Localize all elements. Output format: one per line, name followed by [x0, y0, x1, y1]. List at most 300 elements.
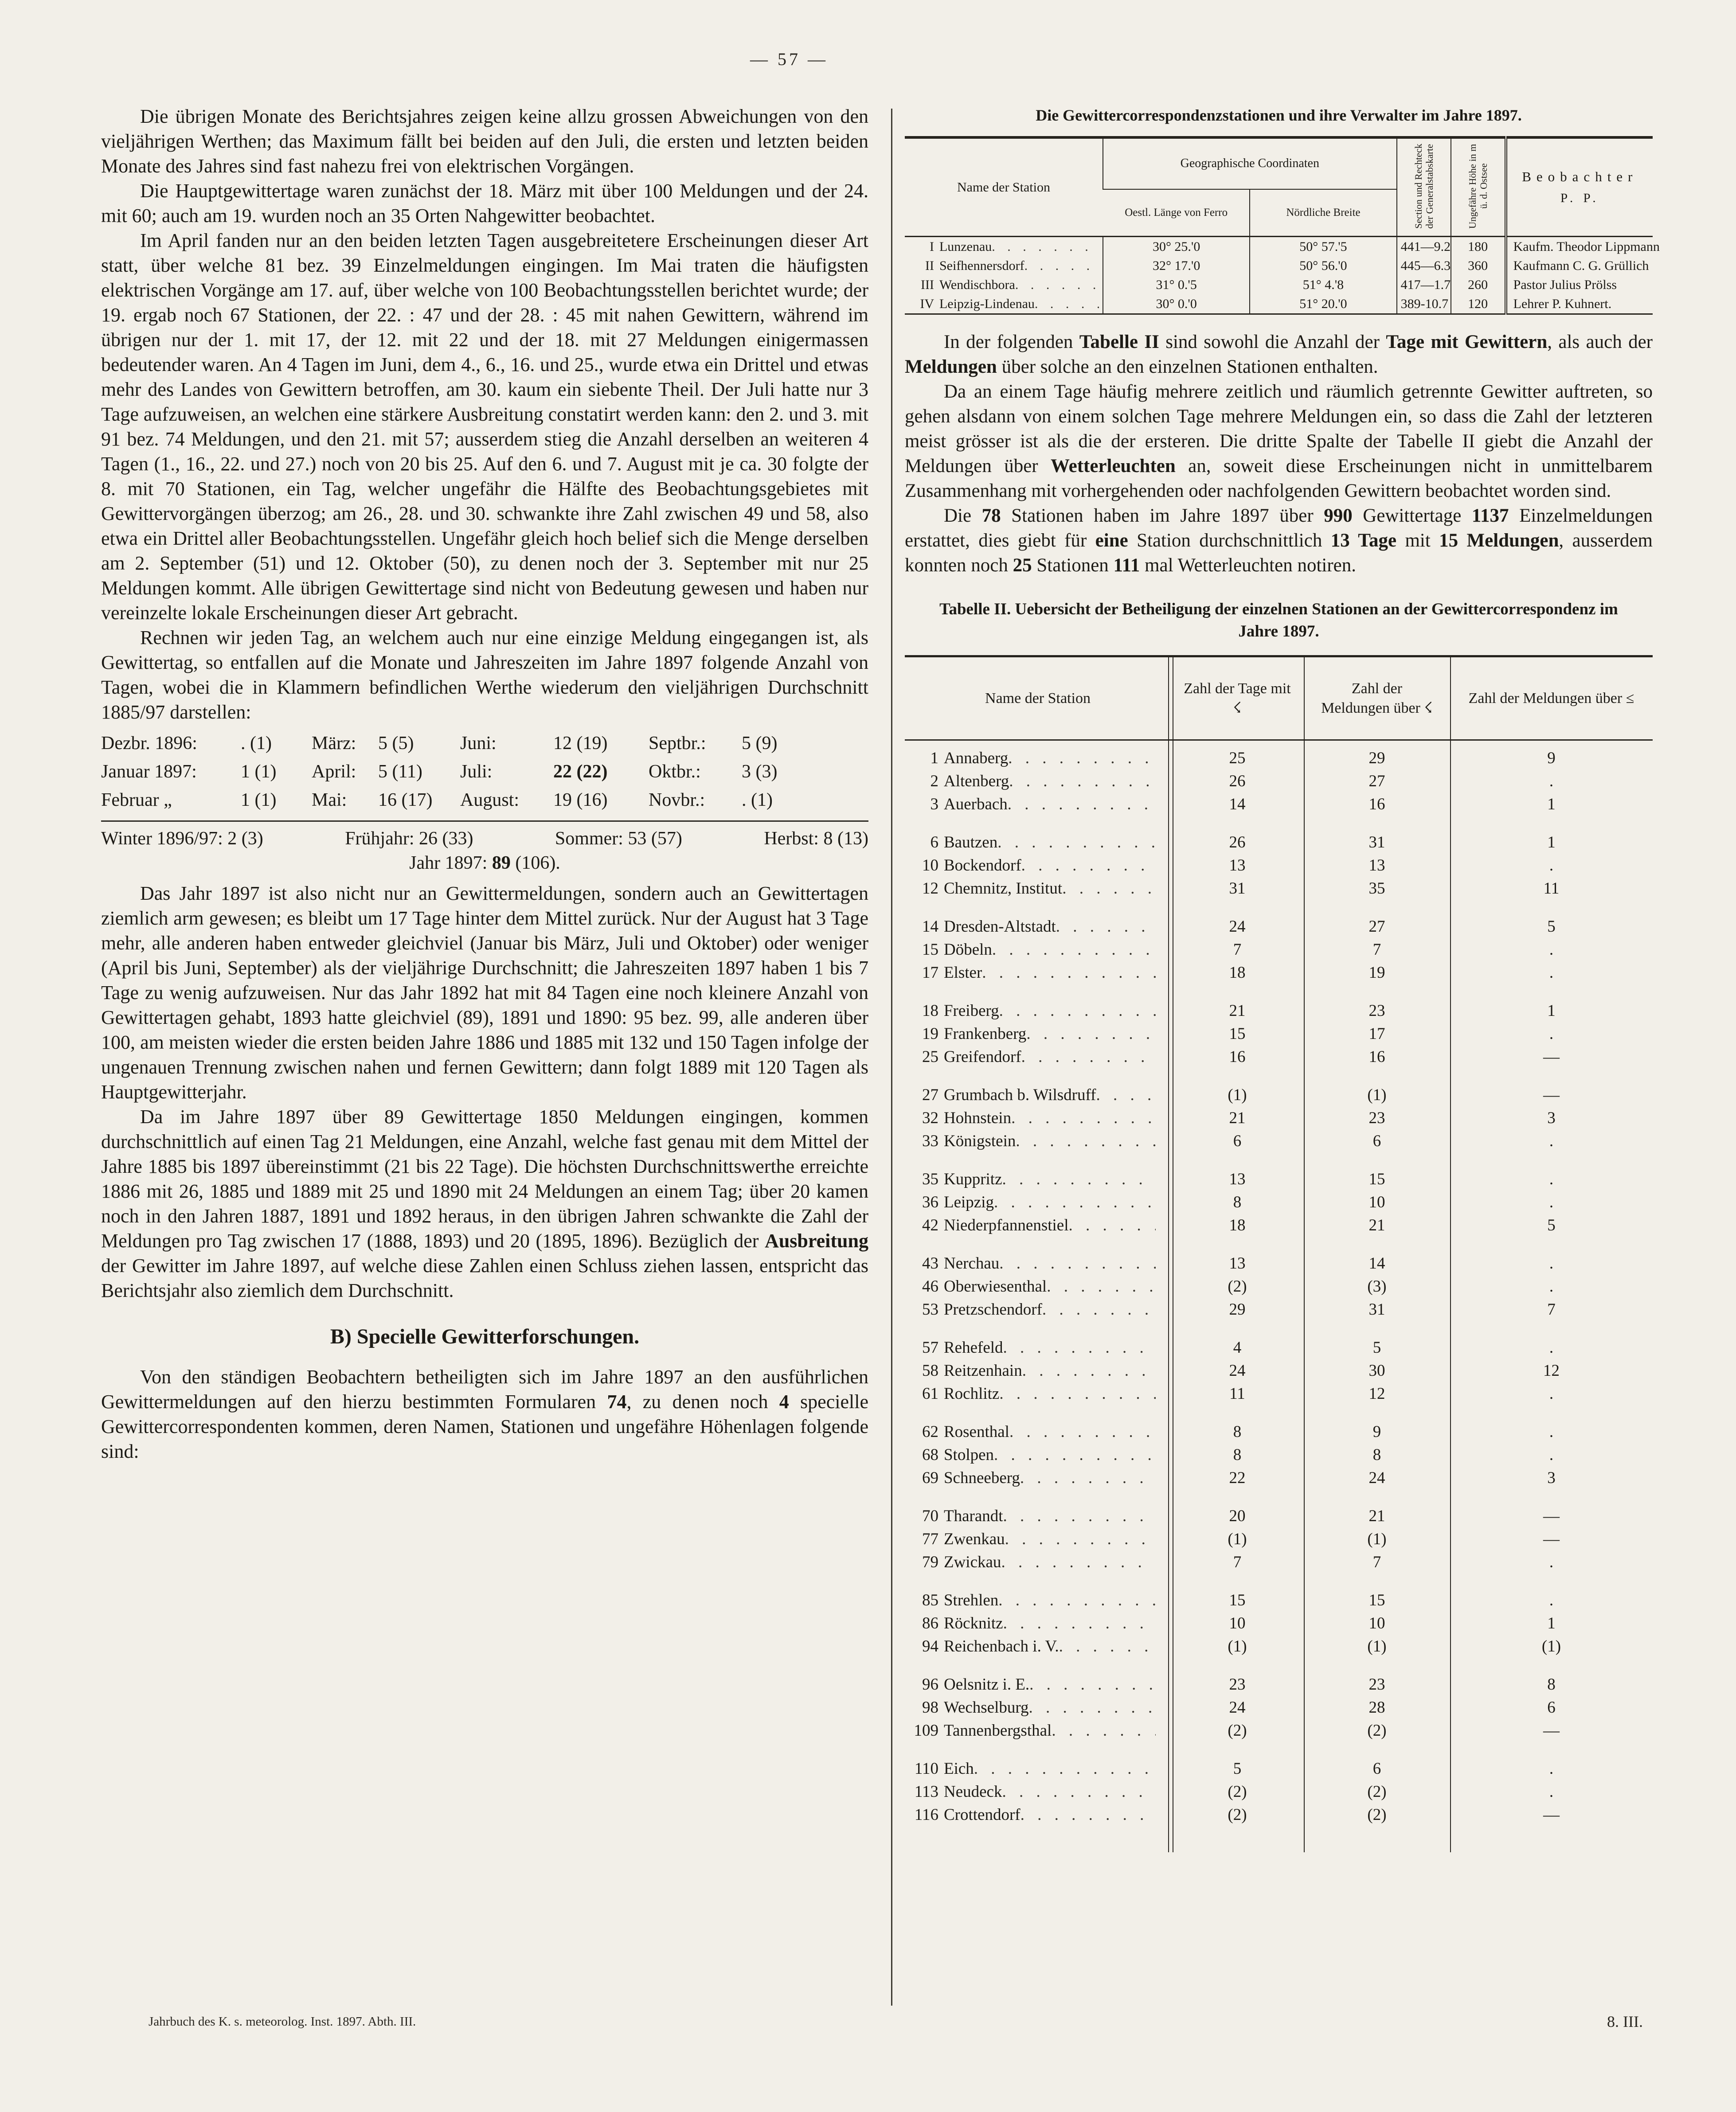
days-value-cell: 8 [1233, 1193, 1242, 1211]
reports-value-cell: (2) [1367, 1722, 1387, 1740]
station-number: 10 [922, 856, 938, 874]
reports-value-cell: 10 [1368, 1193, 1385, 1211]
season-item: Sommer: 53 (57) [555, 828, 682, 849]
sheet-lightning-value-cell: 9 [1547, 749, 1556, 767]
station-number: 42 [922, 1216, 938, 1234]
reports-value-cell: 9 [1372, 1423, 1381, 1441]
station-name-cell [905, 1780, 1171, 1804]
station-group [905, 1589, 1653, 1658]
station-number: 3 [930, 795, 938, 813]
days-value-cell: 20 [1229, 1507, 1246, 1525]
header-reports-sheet-lightning: Zahl der Meldungen über ≤ [1468, 690, 1634, 707]
station-row [905, 1719, 1653, 1742]
month-label: Septbr.: [649, 733, 706, 753]
dot-leader [1021, 854, 1156, 877]
station-group [905, 1505, 1653, 1574]
station-group [905, 1252, 1653, 1321]
dot-leader [1042, 1298, 1156, 1321]
station-name-cell [905, 294, 1103, 314]
dot-leader [1008, 793, 1156, 816]
reports-value-cell: 35 [1368, 879, 1385, 898]
days-value-cell: 26 [1229, 833, 1246, 851]
station-name: Oberwiesenthal [943, 1277, 1047, 1296]
station-number: 79 [922, 1553, 938, 1571]
right-column [904, 104, 1660, 1852]
season-summary-line [101, 820, 868, 849]
reports-value-cell: 21 [1368, 1507, 1385, 1525]
station-row [905, 793, 1653, 816]
header-section-rect-label: Section und Rechteck der Generalstabskarte [1412, 144, 1435, 229]
reports-value-cell: 27 [1368, 772, 1385, 790]
days-value-cell: 15 [1229, 1025, 1246, 1043]
station-number: 86 [922, 1614, 938, 1632]
station-row [905, 1757, 1653, 1780]
tabelle-2-header [905, 657, 1653, 741]
station-name: Niederpfannenstiel [943, 1216, 1069, 1234]
sheet-lightning-value-cell: . [1549, 1277, 1554, 1296]
station-roman-number: I [929, 239, 934, 254]
reports-value-cell: 29 [1368, 749, 1385, 767]
tabelle-2-body [905, 741, 1653, 1852]
station-group [905, 915, 1653, 984]
station-name-cell [905, 1421, 1171, 1444]
days-value-cell: (2) [1228, 1783, 1247, 1801]
header-section-rect [1397, 137, 1451, 237]
body-paragraph: Die übrigen Monate des Berichtsjahres zeigen keine allzu grossen Abweichungen von den vieljährigen Werthen; das Maximum fällt bei beiden auf den Juli, die ersten und letzten beiden Monate des Jahres sind fast nahezu frei von elektrischen Vorgängen. [101, 105, 868, 177]
station-number: 27 [922, 1086, 938, 1104]
body-paragraph: Die 78 Stationen haben im Jahre 1897 über 990 Gewittertage 1137 Einzelmeldungen erstattet, dies giebt für eine Station durchschnittlich 13 Tage mit 15 Meldungen, ausserdem konnten noch 25 Stationen 111 mal Wetterleuchten notiren. [904, 505, 1653, 576]
sheet-lightning-value-cell: 5 [1547, 917, 1556, 936]
station-row [905, 275, 1653, 294]
station-number: 96 [922, 1675, 938, 1694]
station-group-rows [905, 1757, 1653, 1827]
station-row [905, 1444, 1653, 1467]
station-name: Neudeck [943, 1783, 1002, 1801]
station-row [905, 1214, 1653, 1237]
station-group-rows [905, 1589, 1653, 1658]
days-value-cell: (2) [1228, 1806, 1247, 1824]
station-name: Bautzen [943, 833, 998, 851]
sheet-lightning-value-cell: — [1543, 1048, 1560, 1066]
dot-leader [1022, 1359, 1156, 1382]
season-item: Winter 1896/97: 2 (3) [101, 828, 263, 849]
days-value-cell: 7 [1233, 1553, 1242, 1571]
station-name-cell [905, 770, 1171, 793]
station-row [905, 915, 1653, 938]
station-group [905, 1168, 1653, 1237]
station-number: 2 [930, 772, 938, 790]
month-value: 3 (3) [742, 761, 778, 782]
station-group-rows [905, 1252, 1653, 1321]
station-row [905, 1107, 1653, 1130]
days-value-cell: 16 [1229, 1048, 1246, 1066]
sheet-lightning-value-cell: — [1543, 1507, 1560, 1525]
days-value-cell: 24 [1229, 1362, 1246, 1380]
header-station-name: Name der Station [985, 690, 1091, 707]
dot-leader [1020, 1804, 1156, 1827]
station-row [905, 1780, 1653, 1804]
sheet-lightning-value-cell: . [1549, 1132, 1554, 1150]
station-number: 58 [922, 1362, 938, 1380]
station-name: Grumbach b. Wilsdruff [943, 1086, 1096, 1104]
station-name: Annaberg [943, 749, 1009, 767]
station-row [905, 1551, 1653, 1574]
station-name-cell [905, 1505, 1171, 1528]
header-latitude: Nördliche Breite [1250, 189, 1396, 237]
station-name-cell [905, 1589, 1171, 1612]
reports-value-cell: 7 [1372, 1553, 1381, 1571]
station-number: 6 [930, 833, 938, 851]
dot-leader [1021, 1046, 1156, 1069]
body-paragraph: Rechnen wir jeden Tag, an welchem auch nur eine einzige Meldung eingegangen ist, als Gewittertag, so entfallen auf die Monate und Jahreszeiten im Jahre 1897 folgende Anzahl von Tagen, wobei die in Klammern befindlichen Werthe wiederum den vieljährigen Durchschnitt 1885/97 darstellen: [101, 627, 868, 723]
station-group-rows [905, 1673, 1653, 1742]
station-group [905, 1421, 1653, 1490]
dot-leader [994, 1444, 1156, 1467]
tabelle-2-title: Tabelle II. Uebersicht der Betheiligung der einzelnen Stationen an der Gewittercorrespondenz im Jahre 1897. [939, 600, 1618, 640]
sheet-lightning-value-cell: 1 [1547, 795, 1556, 813]
sheet-lightning-value-cell: . [1549, 1339, 1554, 1357]
month-value: . (1) [241, 733, 272, 753]
sheet-lightning-value-cell: . [1549, 941, 1554, 959]
year-summary-line: Jahr 1897: 89 (106). [409, 853, 560, 873]
days-value-cell: 25 [1229, 749, 1246, 767]
station-name-cell [905, 1252, 1171, 1275]
days-value-cell: 6 [1233, 1132, 1242, 1150]
station-row [905, 1084, 1653, 1107]
sheet-lightning-value-cell: (1) [1541, 1637, 1561, 1655]
dot-leader [1059, 1635, 1156, 1658]
two-column-layout [101, 104, 1660, 1852]
sheet-lightning-value-cell: 3 [1547, 1109, 1556, 1127]
body-paragraph: In der folgenden Tabelle II sind sowohl die Anzahl der Tage mit Gewittern, als auch der Meldungen über solche an den einzelnen Stationen enthalten. [904, 332, 1653, 377]
footer-imprint: Jahrbuch des K. s. meteorolog. Inst. 1897. Abth. III. [149, 2014, 416, 2029]
station-row [905, 1421, 1653, 1444]
station-name-cell [905, 1719, 1171, 1742]
station-number: 12 [922, 879, 938, 898]
station-name: Döbeln [943, 941, 992, 959]
days-value-cell: 18 [1229, 1216, 1246, 1234]
station-name-cell [905, 1275, 1171, 1298]
month-label: Juni: [460, 733, 497, 753]
days-value-cell: 15 [1229, 1591, 1246, 1609]
station-name: Reitzenhain [943, 1362, 1022, 1380]
days-value-cell: 8 [1233, 1423, 1242, 1441]
station-name: Leipzig [943, 1193, 994, 1211]
tabelle-2 [905, 655, 1653, 1852]
sheet-lightning-value-cell: . [1549, 1193, 1554, 1211]
header-longitude: Oestl. Länge von Ferro [1125, 206, 1228, 219]
station-group-rows [905, 999, 1653, 1069]
elevation-cell: 120 [1451, 294, 1506, 314]
days-value-cell: 24 [1229, 1698, 1246, 1717]
days-value-cell: 11 [1229, 1385, 1245, 1403]
dot-leader [992, 238, 1099, 256]
longitude-cell: 32° 17.'0 [1103, 256, 1250, 275]
station-name-cell [905, 938, 1171, 961]
days-value-cell: 4 [1233, 1339, 1242, 1357]
reports-value-cell: 5 [1372, 1339, 1381, 1357]
station-group [905, 1336, 1653, 1405]
longitude-cell: 31° 0.'5 [1103, 275, 1250, 294]
station-name: Dresden-Altstadt [943, 917, 1056, 936]
days-value-cell: 23 [1229, 1675, 1246, 1694]
station-name-cell [905, 1444, 1171, 1467]
dot-leader [999, 1382, 1156, 1405]
reports-value-cell: 7 [1372, 941, 1381, 959]
days-value-cell: (2) [1228, 1722, 1247, 1740]
station-number: 53 [922, 1300, 938, 1319]
station-number: 25 [922, 1048, 938, 1066]
station-name: Lunzenau [939, 239, 992, 254]
sheet-lightning-value-cell: . [1549, 1025, 1554, 1043]
sheet-lightning-value-cell: . [1549, 1170, 1554, 1188]
station-group [905, 999, 1653, 1069]
header-days-with-thunderstorm: Zahl der Tage mit ☇ [1184, 680, 1291, 716]
days-value-cell: 5 [1233, 1760, 1242, 1778]
station-name: Nerchau [943, 1254, 1000, 1273]
station-row [905, 1298, 1653, 1321]
dot-leader [982, 961, 1156, 984]
dot-leader [1002, 1168, 1156, 1191]
days-value-cell: 8 [1233, 1446, 1242, 1464]
station-name: Altenberg [943, 772, 1009, 790]
dot-leader [1001, 1551, 1156, 1574]
station-number: 94 [922, 1637, 938, 1655]
station-row [905, 770, 1653, 793]
header-observer-label: Beobachter [1522, 169, 1638, 184]
station-row [905, 1168, 1653, 1191]
station-name-cell [905, 275, 1103, 294]
month-label: Februar „ [101, 790, 172, 810]
reports-value-cell: 15 [1368, 1591, 1385, 1609]
reports-value-cell: (2) [1367, 1806, 1387, 1824]
dot-leader [1056, 915, 1156, 938]
sheet-lightning-value-cell: — [1543, 1722, 1560, 1740]
month-value: 19 (16) [553, 790, 608, 810]
header-elevation [1451, 137, 1506, 237]
station-name-cell [905, 1298, 1171, 1321]
elevation-cell: 180 [1451, 237, 1506, 257]
station-number: 33 [922, 1132, 938, 1150]
station-name: Crottendorf [943, 1806, 1020, 1824]
reports-value-cell: 6 [1372, 1132, 1381, 1150]
station-name: Eich [943, 1760, 974, 1778]
station-name-cell [905, 1551, 1171, 1574]
station-number: 70 [922, 1507, 938, 1525]
station-name: Röcknitz [943, 1614, 1003, 1632]
station-group-rows [905, 831, 1653, 900]
sheet-lightning-value-cell: . [1549, 856, 1554, 874]
days-value-cell: 7 [1233, 941, 1242, 959]
station-name-cell [905, 237, 1103, 257]
dot-leader [997, 831, 1156, 854]
station-row [905, 1252, 1653, 1275]
station-name: Elster [943, 964, 982, 982]
dot-leader [1024, 257, 1099, 275]
days-value-cell: 13 [1229, 1170, 1246, 1188]
dot-leader [1008, 747, 1156, 770]
station-number: 62 [922, 1423, 938, 1441]
dot-leader [1015, 276, 1099, 294]
sheet-lightning-value-cell: . [1549, 1254, 1554, 1273]
station-group [905, 831, 1653, 900]
sheet-lightning-value-cell: . [1549, 1553, 1554, 1571]
station-roman-number: II [925, 258, 934, 273]
stations-table-header [905, 137, 1653, 237]
station-roman-number: IV [920, 297, 934, 311]
station-number: 69 [922, 1469, 938, 1487]
station-name: Tharandt [943, 1507, 1003, 1525]
station-number: 15 [922, 941, 938, 959]
season-item: Frühjahr: 26 (33) [345, 828, 473, 849]
header-observer-pp: P. P. [1560, 191, 1599, 205]
days-value-cell: 22 [1229, 1469, 1246, 1487]
station-name: Tannenbergsthal [943, 1722, 1052, 1740]
stations-table [905, 136, 1660, 315]
station-name: Reichenbach i. V. [943, 1637, 1059, 1655]
station-name-cell [905, 747, 1171, 770]
section-cell: 389-10.7 [1397, 294, 1451, 314]
sheet-lightning-value-cell: . [1549, 772, 1554, 790]
dot-leader [1009, 770, 1156, 793]
month-label: März: [312, 733, 356, 753]
sheet-lightning-value-cell: . [1549, 1423, 1554, 1441]
station-row [905, 1359, 1653, 1382]
station-number: 14 [922, 917, 938, 936]
month-value: 12 (19) [553, 733, 608, 753]
header-elevation-label: Ungefähre Höhe in m ü. d. Ostsee [1466, 144, 1489, 229]
reports-value-cell: 30 [1368, 1362, 1385, 1380]
sheet-lightning-value-cell: 6 [1547, 1698, 1556, 1717]
station-name-cell [905, 1359, 1171, 1382]
station-row [905, 1275, 1653, 1298]
observer-cell: Lehrer P. Kuhnert. [1506, 294, 1653, 314]
header-geo-coordinates: Geographische Coordinaten [1103, 137, 1397, 189]
body-paragraph: Da an einem Tage häufig mehrere zeitlich und räumlich getrennte Gewitter auftreten, so gehen alsdann von einem solchen Tage mehrere Meldungen ein, so dass die Zahl der letzteren meist grösser ist als die der ersteren. Die dritte Spalte der Tabelle II giebt die Anzahl der Meldungen über Wetterleuchten an, soweit diese Erscheinungen nicht in unmittelbarem Zusammenhang mit vorhergehenden oder nachfolgenden Gewittern beobachtet worden sind. [904, 381, 1653, 501]
sheet-lightning-value-cell: — [1543, 1530, 1560, 1548]
days-value-cell: 31 [1229, 879, 1246, 898]
dot-leader [1016, 1130, 1156, 1153]
longitude-cell: 30° 25.'0 [1103, 237, 1250, 257]
body-paragraph: Im April fanden nur an den beiden letzten Tagen ausgebreitetere Erscheinungen dieser Art statt, über welche 81 bez. 39 Einzelmeldungen eingingen. Im Mai traten die häufigsten elektrischen Vorgänge am 17. auf, über welche von 100 Beobachtungsstellen berichtet wurde; der 19. ergab noch 67 Stationen, der 22. : 47 und der 28. : 45 mit nahen Gewittern, während im übrigen nur der 1. mit 17, der 12. mit 22 und der 18. mit 27 Meldungen einigermassen bedeutender waren. An 4 Tagen im Juni, dem 4., 6., 16. und 25., wurde etwa ein Drittel und etwas mehr des Landes von Gewittern betroffen, am 30. kaum ein siebente Theil. Der Juli hatte nur 3 Tage aufzuweisen, an welchen eine stärkere Ausbreitung constatirt werden kann: den 2. und 3. mit 91 bez. 74 Meldungen, und den 21. mit 57; ausserdem stieg die Anzahl derselben an weiteren 4 Tagen (1., 16., 22. und 27.) noch von 20 bis 25. Auf den 6. und 7. August mit je ca. 30 folgte der 8. mit 70 Stationen, ein Tag, welcher ungefähr die Hälfte des Beobachtungsgebietes mit Gewittervorgängen überzog; am 26., 28. und 30. schwankte ihre Zahl zwischen 49 und 58, also etwa ein Drittel aller Beobachtungsstellen. Ungefähr gleich hoch belief sich die Menge derselben am 2. September (51) und 12. Oktober (50), zu denen noch der 3. September mit nur 25 Meldungen kommt. Alle übrigen Gewittertage sind nicht von Bedeutung gewesen und haben nur vereinzelte lokale Erscheinungen dieser Art gebracht. [101, 230, 868, 624]
stations-table-body [905, 237, 1660, 314]
reports-value-cell: 19 [1368, 964, 1385, 982]
dot-leader [1020, 1467, 1156, 1490]
station-row [905, 1804, 1653, 1827]
stations-table-heading: Die Gewittercorrespondenzstationen und ihre Verwalter im Jahre 1897. [1036, 106, 1522, 124]
elevation-cell: 260 [1451, 275, 1506, 294]
sheet-lightning-value-cell: 7 [1547, 1300, 1556, 1319]
paragraph-block-1 [101, 104, 868, 725]
reports-value-cell: 15 [1368, 1170, 1385, 1188]
reports-value-cell: (3) [1367, 1277, 1387, 1296]
station-name-cell [905, 999, 1171, 1023]
days-value-cell: (1) [1228, 1086, 1247, 1104]
station-row [905, 1382, 1653, 1405]
month-value: . (1) [742, 790, 773, 810]
station-name: Kuppritz [943, 1170, 1002, 1188]
dot-leader [998, 1589, 1156, 1612]
month-label: Juli: [460, 761, 493, 782]
month-value: 1 (1) [241, 790, 277, 810]
header-reports-thunderstorm: Zahl der Meldungen über ☇ [1321, 680, 1433, 716]
station-name: Stolpen [943, 1446, 994, 1464]
days-value-cell: 29 [1229, 1300, 1246, 1319]
dot-leader [1029, 1696, 1156, 1719]
station-group-rows [905, 1084, 1653, 1153]
left-column [101, 104, 868, 1852]
latitude-cell: 51° 4.'8 [1250, 275, 1396, 294]
station-row [905, 294, 1653, 314]
station-name: Oelsnitz i. E. [943, 1675, 1030, 1694]
footer-section-mark: 8. III. [1607, 2013, 1643, 2030]
longitude-cell: 30° 0.'0 [1103, 294, 1250, 314]
paragraph-block-2 [101, 881, 868, 1303]
dot-leader [1052, 1719, 1156, 1742]
station-name: Wendischbora [939, 277, 1015, 292]
station-row [905, 1635, 1653, 1658]
station-name: Wechselburg [943, 1698, 1029, 1717]
body-paragraph: Das Jahr 1897 ist also nicht nur an Gewittermeldungen, sondern auch an Gewittertagen ziemlich arm gewesen; es bleibt um 17 Tage hinter dem Mittel zurück. Nur der August hat 3 Tage mehr, alle anderen haben entweder gleichviel (Januar bis März, Juli und Oktober) oder weniger (April bis Juni, September) als der vieljährige Durchschnitt; die Jahreszeiten 1897 haben 1 bis 7 Tage zu wenig aufzuweisen. Nur das Jahr 1892 hat mit 84 Tagen eine noch kleinere Anzahl von Gewittertagen gehabt, 1893 hatte gleichviel (89), 1891 und 1890: 95 bez. 99, alle anderen über 100, am meisten wieder die ersten beiden Jahre 1886 und 1885 mit 132 und 150 Tagen infolge der ungenauen Trennung zwischen nahen und fernen Gewittern; dann folgt 1889 mit 120 Tagen als Hauptgewitterjahr. [101, 882, 868, 1103]
station-name-cell [905, 256, 1103, 275]
station-row [905, 1505, 1653, 1528]
dot-leader [999, 999, 1156, 1023]
station-group [905, 1673, 1653, 1742]
station-row [905, 1696, 1653, 1719]
reports-value-cell: (1) [1367, 1530, 1387, 1548]
dot-leader [994, 1191, 1156, 1214]
station-group [905, 747, 1653, 816]
station-number: 1 [930, 749, 938, 767]
station-name: Rosenthal [943, 1423, 1009, 1441]
reports-value-cell: 8 [1372, 1446, 1381, 1464]
station-name: Leipzig-Lindenau [939, 297, 1035, 311]
section-cell: 441—9.2 [1397, 237, 1451, 257]
station-number: 43 [922, 1254, 938, 1273]
reports-value-cell: 23 [1368, 1675, 1385, 1694]
reports-value-cell: 21 [1368, 1216, 1385, 1234]
station-row [905, 747, 1653, 770]
station-number: 57 [922, 1339, 938, 1357]
dot-leader [1062, 877, 1156, 900]
reports-value-cell: 24 [1368, 1469, 1385, 1487]
dot-leader [1029, 1673, 1156, 1696]
month-label: August: [460, 790, 520, 810]
days-value-cell: (1) [1228, 1530, 1247, 1548]
station-name-cell [905, 1673, 1171, 1696]
station-name-cell [905, 1214, 1171, 1237]
month-value: 16 (17) [378, 790, 433, 810]
header-observer [1506, 137, 1653, 237]
station-number: 116 [914, 1806, 938, 1824]
station-name: Strehlen [943, 1591, 999, 1609]
station-name-cell [905, 793, 1171, 816]
station-roman-number: III [921, 277, 934, 292]
elevation-cell: 360 [1451, 256, 1506, 275]
month-table-row [101, 786, 868, 814]
station-name-cell [905, 1804, 1171, 1827]
right-paragraphs [905, 330, 1653, 578]
station-number: 18 [922, 1002, 938, 1020]
station-row [905, 1023, 1653, 1046]
station-name-cell [905, 1696, 1171, 1719]
body-paragraph: Die Hauptgewittertage waren zunächst der 18. März mit über 100 Meldungen und der 24. mit 60; auch am 19. wurden noch an 35 Orten Nahgewitter beobachtet. [101, 180, 868, 226]
sheet-lightning-value-cell: . [1549, 1591, 1554, 1609]
sheet-lightning-value-cell: 3 [1547, 1469, 1556, 1487]
reports-value-cell: 28 [1368, 1698, 1385, 1717]
station-name-cell [905, 1130, 1171, 1153]
station-name-cell [905, 1635, 1171, 1658]
